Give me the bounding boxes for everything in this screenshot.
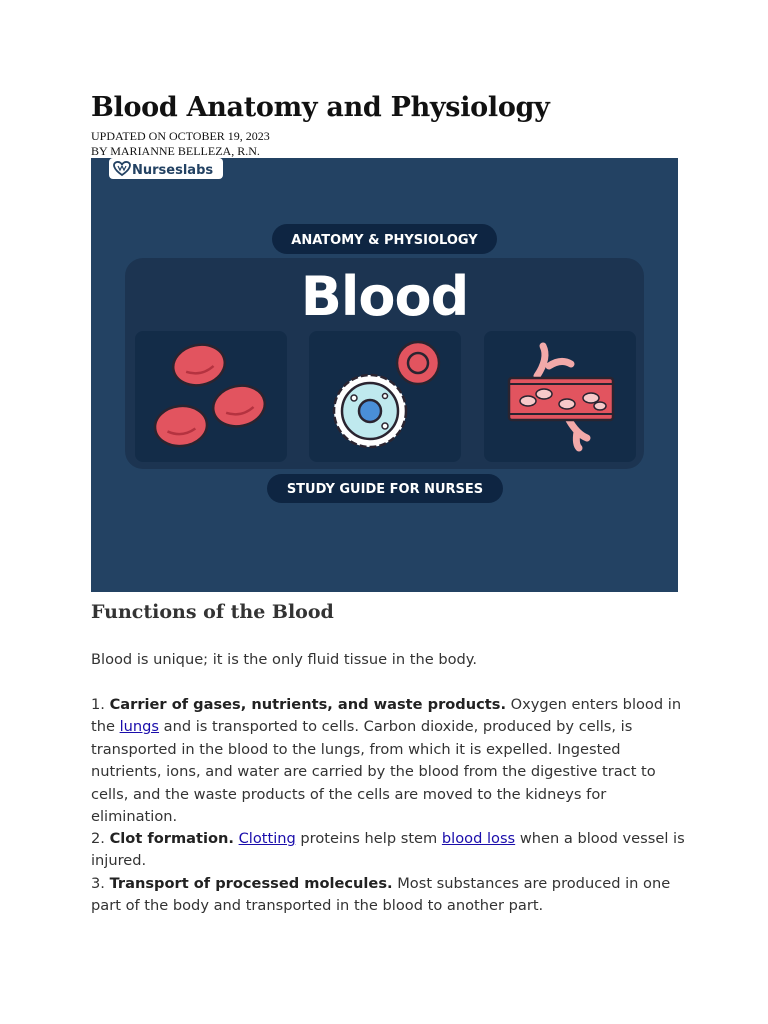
item-title: Clot formation. <box>109 830 234 847</box>
pill-anatomy-physiology <box>272 224 497 254</box>
item-number: 2. <box>91 830 105 847</box>
author-byline: BY MARIANNE BELLEZA, R.N. <box>91 144 260 158</box>
pill-bottom-label: STUDY GUIDE FOR NURSES <box>286 482 484 497</box>
item-text: proteins help stem <box>300 830 438 847</box>
lungs-link[interactable]: lungs <box>119 718 160 736</box>
nurseslabs-logo <box>109 158 223 179</box>
list-item-1 <box>91 694 691 828</box>
hero-image <box>91 158 678 592</box>
pill-top-label: ANATOMY & PHYSIOLOGY <box>291 233 478 248</box>
list-item-2 <box>91 828 691 873</box>
clotting-link[interactable]: Clotting <box>238 830 296 847</box>
section-heading: Functions of the Blood <box>91 601 334 623</box>
blood-loss-link[interactable]: blood loss <box>441 830 516 847</box>
item-text: when a blood vessel is injured. <box>91 830 685 870</box>
pill-study-guide <box>267 474 503 503</box>
item-text: Most substances are produced in one part of the body and transported in the blood to another part. <box>91 875 671 915</box>
item-title: Transport of processed molecules. <box>109 875 393 892</box>
updated-date: UPDATED ON OCTOBER 19, 2023 <box>91 129 270 143</box>
item-text: Oxygen enters blood in the <box>91 696 682 736</box>
item-title: Carrier of gases, nutrients, and waste products. <box>109 696 506 713</box>
item-number: 3. <box>91 875 105 892</box>
intro-paragraph: Blood is unique; it is the only fluid tissue in the body. <box>91 651 477 668</box>
list-item-3 <box>91 873 691 918</box>
hero-graphic <box>91 158 678 592</box>
page-title: Blood Anatomy and Physiology <box>91 92 550 123</box>
hero-title: Blood <box>300 265 469 328</box>
logo-text: Nurseslabs <box>132 163 214 178</box>
item-text: and is transported to cells. Carbon dioxide, produced by cells, is transported in the blood to the lungs, from which it is expelled. Ingested nutrients, ions, and water are carried by the blood from the digestive tract to cells, and the waste products of the cells are moved to the kidneys for elimination. <box>91 718 656 826</box>
item-number: 1. <box>91 696 105 713</box>
